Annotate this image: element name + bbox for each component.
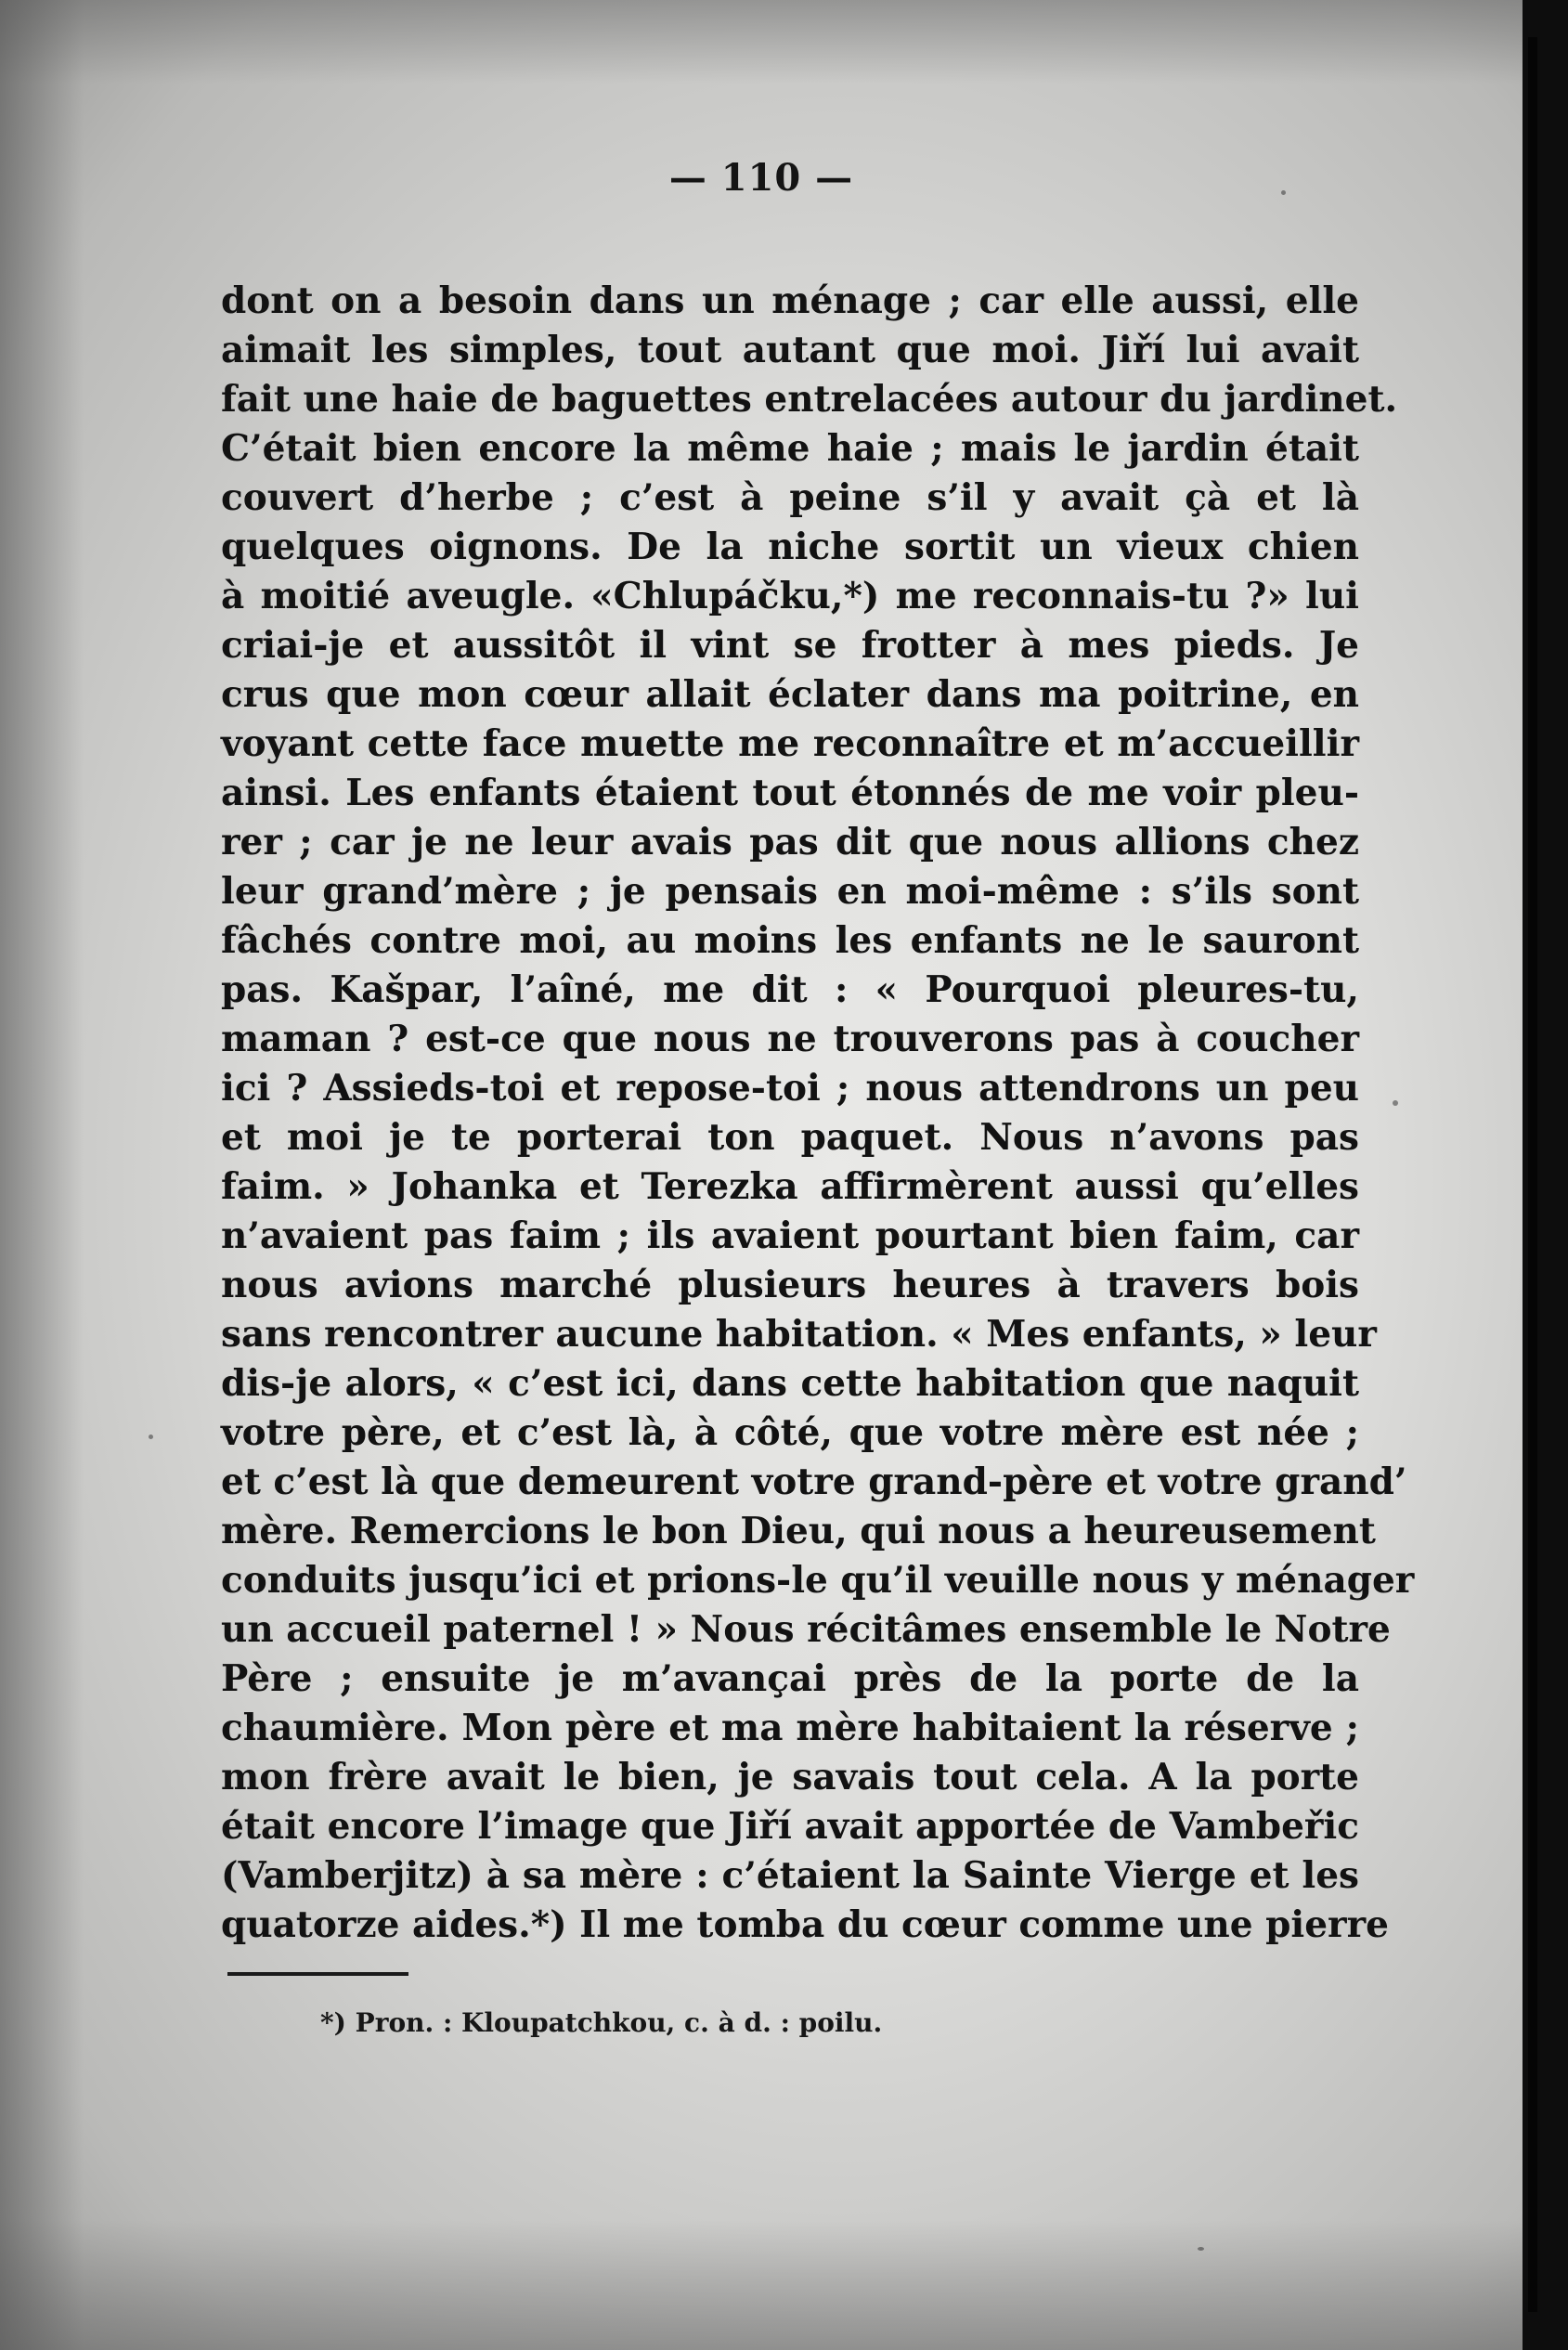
text-line: dont on a besoin dans un ménage ; car elle aussi, elle (221, 279, 1359, 322)
text-line: fâchés contre moi, au moins les enfants ne le sauront (221, 919, 1359, 962)
text-line: mère. Remercions le bon Dieu, qui nous a heureusement (221, 1510, 1376, 1552)
footnote: *) Pron. : Kloupatchkou, c. à d. : poilu. (320, 2007, 883, 2038)
page-shadow-top (0, 0, 1523, 84)
text-line: pas. Kašpar, l’aîné, me dit : « Pourquoi pleures-tu, (221, 968, 1359, 1011)
text-line: à moitié aveugle. «Chlupáčku,*) me reconnais-tu ?» lui (221, 575, 1359, 617)
page-shadow-bottom (0, 2220, 1523, 2350)
text-line: un accueil paternel ! » Nous récitâmes ensemble le Notre (221, 1608, 1391, 1651)
page-number: — 110 — (668, 156, 854, 200)
text-line: dis-je alors, « c’est ici, dans cette habitation que naquit (221, 1362, 1359, 1405)
text-line: Père ; ensuite je m’avançai près de la porte de la (221, 1657, 1359, 1700)
text-line: quatorze aides.*) Il me tomba du cœur comme une pierre (221, 1903, 1389, 1946)
text-line: maman ? est-ce que nous ne trouverons pas à coucher (221, 1018, 1359, 1060)
text-line: (Vamberjitz) à sa mère : c’étaient la Sainte Vierge et les (221, 1854, 1359, 1897)
text-line: fait une haie de baguettes entrelacées autour du jardinet. (221, 378, 1398, 421)
text-line: leur grand’mère ; je pensais en moi-même : s’ils sont (221, 870, 1359, 913)
page-shadow-left (0, 0, 84, 2350)
text-line: nous avions marché plusieurs heures à travers bois (221, 1264, 1359, 1306)
text-line: mon frère avait le bien, je savais tout cela. A la porte (221, 1756, 1359, 1798)
binding-edge (1528, 37, 1537, 2312)
text-line: rer ; car je ne leur avais pas dit que nous allions chez (221, 821, 1359, 863)
text-line: C’était bien encore la même haie ; mais le jardin était (221, 427, 1359, 470)
text-line: crus que mon cœur allait éclater dans ma poitrine, en (221, 673, 1359, 716)
text-line: criai-je et aussitôt il vint se frotter à mes pieds. Je (221, 624, 1359, 667)
text-line: conduits jusqu’ici et prions-le qu’il veuille nous y ménager (221, 1559, 1415, 1602)
text-line: faim. » Johanka et Terezka affirmèrent aussi qu’elles (221, 1165, 1359, 1208)
paper-speck (1198, 2247, 1204, 2251)
text-line: votre père, et c’est là, à côté, que votre mère est née ; (221, 1411, 1359, 1454)
text-line: ici ? Assieds-toi et repose-toi ; nous attendrons un peu (221, 1067, 1359, 1110)
text-line: et c’est là que demeurent votre grand-père et votre grand’ (221, 1461, 1407, 1503)
paper-speck (149, 1435, 153, 1439)
text-line: aimait les simples, tout autant que moi. Jiří lui avait (221, 329, 1359, 371)
text-line: n’avaient pas faim ; ils avaient pourtant bien faim, car (221, 1214, 1359, 1257)
text-line: couvert d’herbe ; c’est à peine s’il y avait çà et là (221, 476, 1359, 519)
text-line: ainsi. Les enfants étaient tout étonnés de me voir pleu- (221, 772, 1359, 814)
text-line: quelques oignons. De la niche sortit un vieux chien (221, 526, 1359, 568)
text-line: chaumière. Mon père et ma mère habitaient la réserve ; (221, 1707, 1359, 1749)
paper-speck (1393, 1100, 1398, 1106)
text-line: voyant cette face muette me reconnaître et m’accueillir (221, 722, 1359, 765)
text-line: et moi je te porterai ton paquet. Nous n’avons pas (221, 1116, 1359, 1159)
text-line: sans rencontrer aucune habitation. « Mes enfants, » leur (221, 1313, 1377, 1356)
body-text (221, 277, 1415, 1950)
text-line: était encore l’image que Jiří avait apportée de Vambeřic (221, 1805, 1359, 1848)
footnote-rule (227, 1972, 408, 1976)
